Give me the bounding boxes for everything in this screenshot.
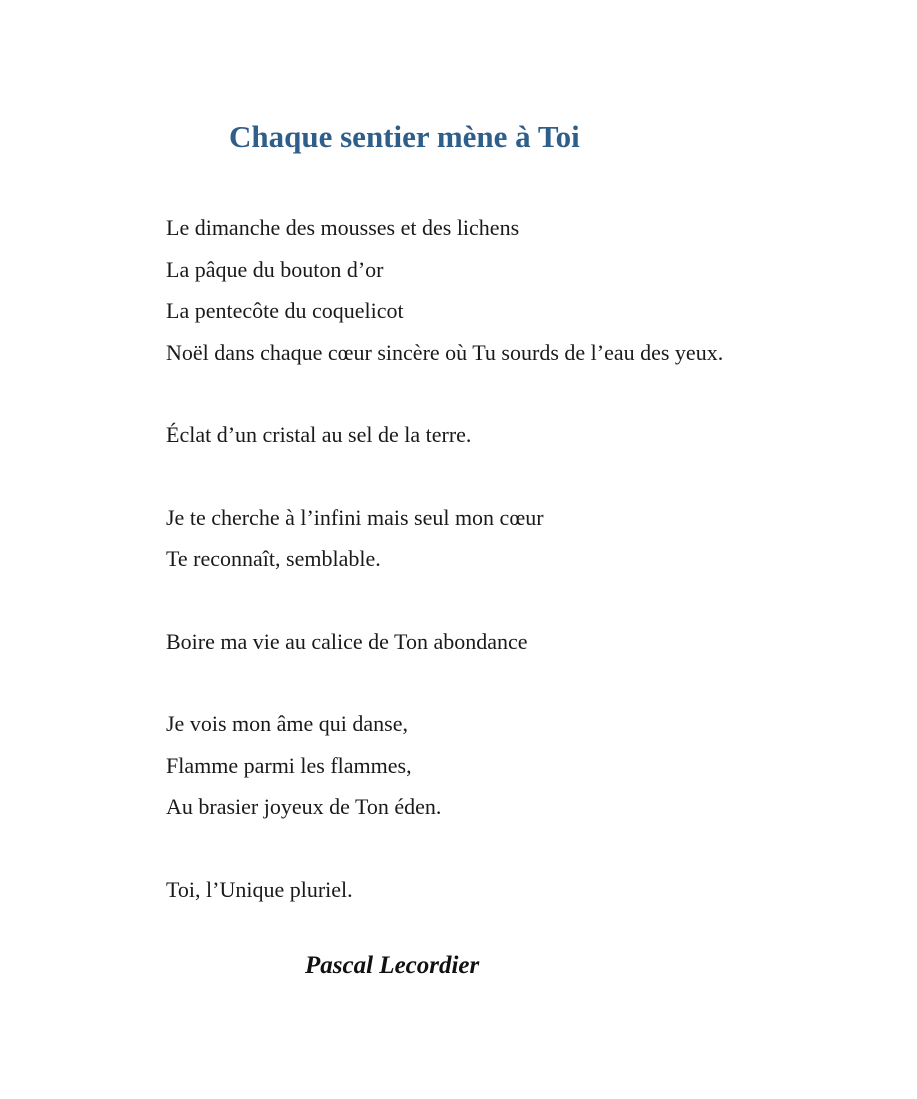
stanza bbox=[166, 207, 886, 373]
poem-line: Au brasier joyeux de Ton éden. bbox=[166, 794, 442, 819]
stanza bbox=[166, 869, 886, 911]
poem-body bbox=[166, 207, 886, 951]
author-signature: Pascal Lecordier bbox=[305, 952, 480, 979]
poem-line: Noël dans chaque cœur sincère où Tu sourds de l’eau des yeux. bbox=[166, 339, 724, 365]
poem-line: Je vois mon âme qui danse, bbox=[166, 711, 408, 736]
poem-line: Éclat d’un cristal au sel de la terre. bbox=[166, 422, 472, 447]
poem-line: Je te cherche à l’infini mais seul mon cœur bbox=[166, 504, 544, 530]
stanza bbox=[166, 414, 886, 456]
poem-line: La pentecôte du coquelicot bbox=[166, 298, 404, 323]
poem-line: Flamme parmi les flammes, bbox=[166, 752, 412, 778]
stanza bbox=[166, 497, 886, 580]
poem-line: La pâque du bouton d’or bbox=[166, 256, 384, 282]
poem-line: Boire ma vie au calice de Ton abondance bbox=[166, 628, 528, 654]
poem-line: Le dimanche des mousses et des lichens bbox=[166, 215, 520, 240]
stanza bbox=[166, 621, 886, 663]
poem-line: Te reconnaît, semblable. bbox=[166, 546, 381, 571]
poem-title: Chaque sentier mène à Toi bbox=[229, 119, 580, 154]
poem-line: Toi, l’Unique pluriel. bbox=[166, 876, 353, 902]
stanza bbox=[166, 703, 886, 828]
